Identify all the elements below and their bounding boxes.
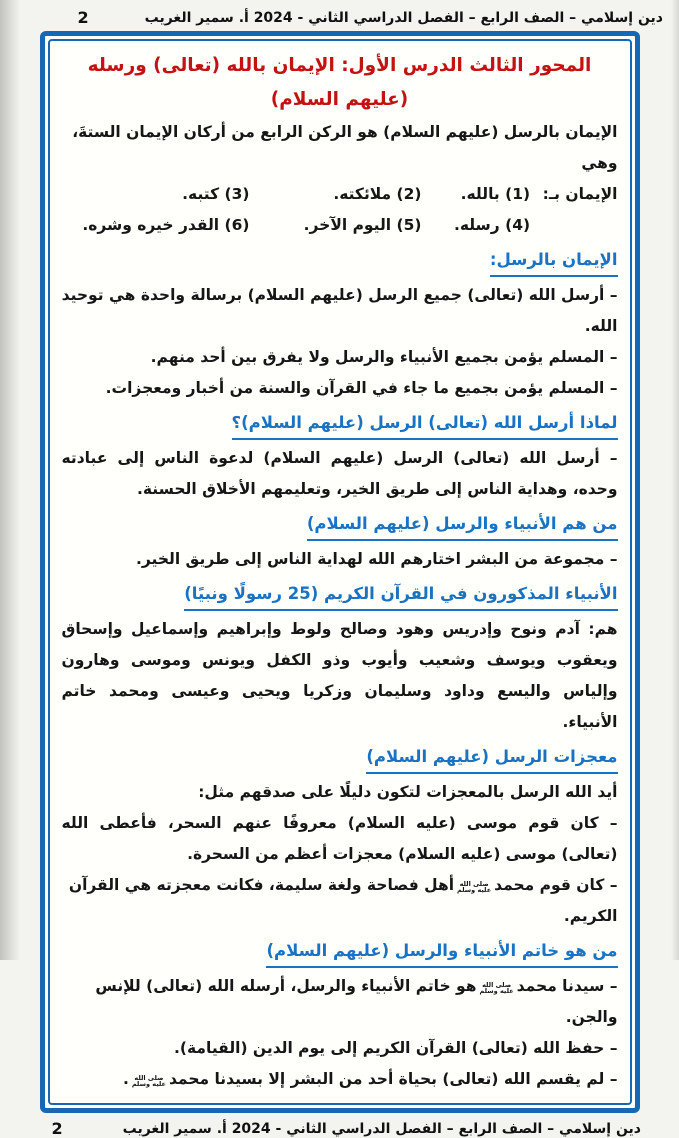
- pillar-2: (2) ملائكته.: [333, 185, 422, 203]
- scan-shadow-left: [0, 0, 20, 960]
- section-seal-of-prophets: [62, 932, 618, 1095]
- section-heading: الإيمان بالرسل:: [490, 246, 618, 277]
- bullet-line: [62, 1064, 618, 1095]
- pbuh-mark: صلى الله عليه وسلم: [479, 980, 514, 995]
- page-footer: [0, 1113, 679, 1138]
- section-heading: لماذا أرسل الله (تعالى) الرسل (عليهم السلام)؟: [232, 409, 618, 440]
- bullet-line: – أرسل الله (تعالى) جميع الرسل (عليهم السلام) برسالة واحدة هي توحيد الله.: [61, 286, 618, 335]
- bullet-line: – حفظ الله (تعالى) القرآن الكريم إلى يوم الدين (القيامة).: [174, 1039, 618, 1057]
- section-miracles: [62, 738, 618, 932]
- header-page-number: 2: [77, 8, 89, 27]
- bullet-text-pre: – كان قوم محمد: [494, 876, 618, 894]
- pbuh-mark: صلى الله عليه وسلم: [131, 1073, 166, 1088]
- bullet-text-pre: – لم يقسم الله (تعالى) بحياة أحد من البشر إلا بسيدنا محمد: [168, 1070, 618, 1088]
- section-heading: من هو خاتم الأنبياء والرسل (عليهم السلام): [266, 937, 617, 968]
- pillar-5: (5) اليوم الآخر.: [303, 216, 422, 234]
- prophets-names-paragraph: هم: آدم ونوح وإدريس وهود وصالح ولوط وإبراهيم وإسماعيل وإسحاق ويعقوب ويوسف وشعيب وأيوب وذو الكفل ويونس وموسى وهارون وإلياس واليسع وداود وسليمان وزكريا ويحيى وعيسى ومحمد خاتم الأنبياء.: [61, 620, 618, 731]
- bullet-text-post: هو خاتم الأنبياء والرسل، أرسله الله (تعالى) للإنس والجن.: [95, 977, 618, 1026]
- pillar-1: (1) بالله.: [460, 185, 531, 203]
- bullet-line: – المسلم يؤمن بجميع ما جاء في القرآن والسنة من أخبار ومعجزات.: [105, 379, 618, 397]
- bullet-line: – المسلم يؤمن بجميع الأنبياء والرسل ولا يفرق بين أحد منهم.: [150, 348, 618, 366]
- bullet-line: [62, 971, 618, 1033]
- pillar-6: (6) القدر خيره وشره.: [82, 216, 250, 234]
- section-faith-in-messengers: [62, 241, 618, 404]
- pillar-3: (3) كتبه.: [182, 185, 250, 203]
- lesson-title: المحور الثالث الدرس الأول: الإيمان بالله (تعالى) ورسله (عليهم السلام): [87, 55, 592, 110]
- bullet-line: – كان قوم موسى (عليه السلام) معروفًا عنهم السحر، فأعطى الله (تعالى) موسى (عليه السلام) معجزات أعظم من السحرة.: [61, 814, 618, 863]
- faith-pillars-grid: [62, 179, 618, 241]
- pillar-cell: [422, 210, 618, 241]
- bullet-text-post: .: [122, 1070, 129, 1088]
- header-text: دين إسلامي – الصف الرابع – الفصل الدراسي الثاني - 2024 أ. سمير الغريب: [144, 9, 663, 26]
- pillar-4: (4) رسله.: [453, 216, 531, 234]
- bullet-line: – أرسل الله (تعالى) الرسل (عليهم السلام) لدعوة الناس إلى عبادته وحده، وهداية الناس إلى طريق الخير، وتعليمهم الأخلاق الحسنة.: [61, 449, 618, 498]
- intro-line: الإيمان بالرسل (عليهم السلام) هو الركن الرابع من أركان الإيمان الستةَ، وهي: [72, 123, 618, 172]
- pillar-cell: [422, 179, 618, 210]
- section-prophets-in-quran: [62, 575, 618, 738]
- section-why-messengers-sent: [62, 404, 618, 505]
- pillars-label: الإيمان بـ:: [542, 185, 618, 203]
- page-header: [0, 0, 679, 29]
- bullet-text-pre: – سيدنا محمد: [516, 977, 618, 995]
- document-frame: [40, 31, 640, 1113]
- bullet-line: [62, 870, 618, 932]
- section-heading: من هم الأنبياء والرسل (عليهم السلام): [307, 510, 618, 541]
- section-who-are-prophets: [62, 505, 618, 575]
- document-frame-inner: [48, 39, 632, 1105]
- footer-text: دين إسلامي – الصف الرابع – الفصل الدراسي الثاني - 2024 أ. سمير الغريب: [122, 1120, 641, 1137]
- footer-page-number: 2: [51, 1119, 63, 1138]
- bullet-line: – مجموعة من البشر اختارهم الله لهداية الناس إلى طريق الخير.: [135, 550, 618, 568]
- section-heading: معجزات الرسل (عليهم السلام): [366, 743, 617, 774]
- section-intro-line: أيد الله الرسل بالمعجزات لتكون دليلًا على صدقهم مثل:: [198, 783, 618, 801]
- scan-shadow-right: [671, 0, 679, 960]
- section-heading: الأنبياء المذكورون في القرآن الكريم (25 رسولًا ونبيًا): [184, 580, 617, 611]
- pbuh-mark: صلى الله عليه وسلم: [457, 879, 492, 894]
- bullet-text-post: أهل فصاحة ولغة سليمة، فكانت معجزته هي القرآن الكريم.: [68, 876, 618, 925]
